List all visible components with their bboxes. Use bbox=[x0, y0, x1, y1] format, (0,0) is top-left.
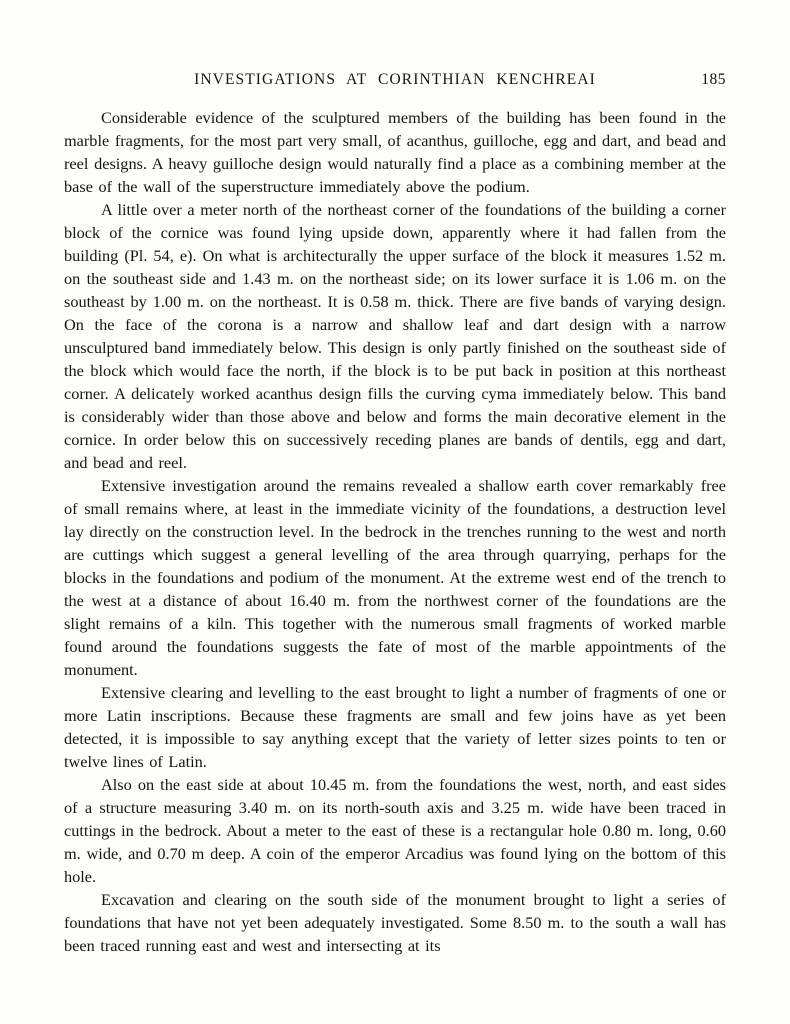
page-number: 185 bbox=[701, 71, 726, 88]
paragraph: Excavation and clearing on the south side of the monument brought to light a series of foundations that have not yet been adequately investigated. Some 8.50 m. to the south a wall has been traced running east and west and intersecting at its bbox=[64, 890, 726, 955]
paragraph: Also on the east side at about 10.45 m. from the foundations the west, north, and east sides of a structure measuring 3.40 m. on its north-south axis and 3.25 m. wide have been traced in cuttings in the bedrock. About a meter to the east of these is a rectangular hole 0.80 m. long, 0.60 m. wide, and 0.70 m deep. A coin of the emperor Arcadius was found lying on the bottom of this hole. bbox=[64, 775, 726, 886]
paragraph: Extensive investigation around the remains revealed a shallow earth cover remarkably free of small remains where, at least in the immediate vicinity of the foundations, a destruction level lay directly on the construction level. In the bedrock in the trenches running to the west and north are cuttings which suggest a general levelling of the area through quarrying, perhaps for the blocks in the foundations and podium of the monument. At the extreme west end of the trench to the west at a distance of about 16.40 m. from the northwest corner of the foundations are the slight remains of a kiln. This together with the numerous small fragments of worked marble found around the foundations suggests the fate of most of the marble appointments of the monument. bbox=[64, 476, 726, 679]
page-header bbox=[64, 70, 726, 90]
running-title: INVESTIGATIONS AT CORINTHIAN KENCHREAI bbox=[194, 71, 596, 88]
paragraph: A little over a meter north of the northeast corner of the foundations of the building a corner block of the cornice was found lying upside down, apparently where it had fallen from the building (Pl. 54, e). On what is architecturally the upper surface of the block it measures 1.52 m. on the southeast side and 1.43 m. on the northeast side; on its lower surface it is 1.06 m. on the southeast by 1.00 m. on the northeast. It is 0.58 m. thick. There are five bands of varying design. On the face of the corona is a narrow and shallow leaf and dart design with a narrow unsculptured band immediately below. This design is only partly finished on the southeast side of the block which would face the north, if the block is to be put back in position at this northeast corner. A delicately worked acanthus design fills the curving cyma immediately below. This band is considerably wider than those above and below and forms the main decorative element in the cornice. In order below this on successively receding planes are bands of dentils, egg and dart, and bead and reel. bbox=[64, 200, 726, 472]
paragraph: Considerable evidence of the sculptured members of the building has been found in the marble fragments, for the most part very small, of acanthus, guilloche, egg and dart, and bead and reel designs. A heavy guilloche design would naturally find a place as a combining member at the base of the wall of the superstructure immediately above the podium. bbox=[64, 108, 726, 196]
page-body bbox=[64, 106, 726, 957]
paragraph: Extensive clearing and levelling to the east brought to light a number of fragments of one or more Latin inscriptions. Because these fragments are small and few joins have as yet been detected, it is impossible to say anything except that the variety of letter sizes points to ten or twelve lines of Latin. bbox=[64, 683, 726, 771]
